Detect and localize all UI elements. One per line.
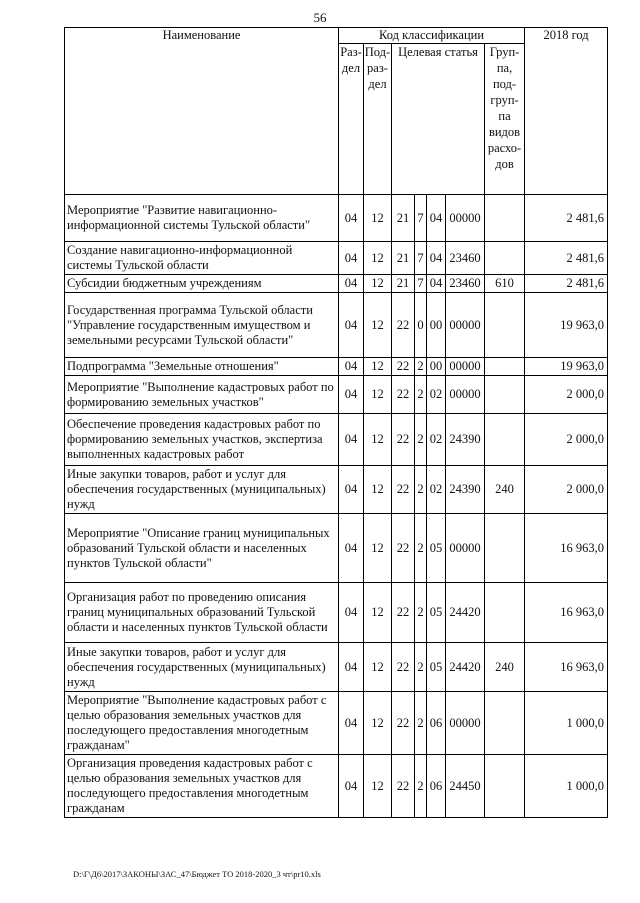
row-target-direction: 00000 (446, 293, 485, 358)
row-amount: 16 963,0 (525, 583, 608, 643)
row-amount: 1 000,0 (525, 692, 608, 755)
row-target-subprogram: 2 (415, 358, 427, 376)
row-target-event: 05 (427, 583, 446, 643)
row-amount: 19 963,0 (525, 358, 608, 376)
row-target-program: 22 (392, 376, 415, 414)
row-amount: 1 000,0 (525, 755, 608, 818)
row-expense-type (485, 755, 525, 818)
row-razdel: 04 (339, 643, 364, 692)
row-name: Мероприятие "Развитие навигационно-информационной системы Тульской области" (65, 195, 339, 242)
row-target-direction: 00000 (446, 514, 485, 583)
row-target-direction: 00000 (446, 195, 485, 242)
row-amount: 2 481,6 (525, 242, 608, 275)
row-target-direction: 24390 (446, 466, 485, 514)
row-amount: 2 481,6 (525, 275, 608, 293)
row-name: Иные закупки товаров, работ и услуг для обеспечения государственных (муниципальных) нужд (65, 466, 339, 514)
row-podrazdel: 12 (364, 242, 392, 275)
row-amount: 16 963,0 (525, 643, 608, 692)
row-expense-type (485, 195, 525, 242)
row-target-direction: 24420 (446, 583, 485, 643)
row-target-subprogram: 2 (415, 466, 427, 514)
row-target-event: 05 (427, 643, 446, 692)
table-body (65, 195, 608, 818)
row-razdel: 04 (339, 414, 364, 466)
row-podrazdel: 12 (364, 376, 392, 414)
row-podrazdel: 12 (364, 195, 392, 242)
row-name: Мероприятие "Описание границ муниципальных образований Тульской области и населенных пунктов Тульской области" (65, 514, 339, 583)
row-razdel: 04 (339, 275, 364, 293)
header-name: Наименование (65, 28, 339, 195)
row-amount: 16 963,0 (525, 514, 608, 583)
table-row (65, 293, 608, 358)
row-expense-type (485, 242, 525, 275)
header-year: 2018 год (525, 28, 608, 195)
row-target-event: 06 (427, 755, 446, 818)
row-target-event: 04 (427, 242, 446, 275)
row-razdel: 04 (339, 692, 364, 755)
row-podrazdel: 12 (364, 514, 392, 583)
row-amount: 2 481,6 (525, 195, 608, 242)
row-target-event: 02 (427, 466, 446, 514)
row-target-subprogram: 2 (415, 755, 427, 818)
row-target-subprogram: 2 (415, 583, 427, 643)
table-row (65, 376, 608, 414)
row-podrazdel: 12 (364, 643, 392, 692)
row-razdel: 04 (339, 755, 364, 818)
row-name: Иные закупки товаров, работ и услуг для обеспечения государственных (муниципальных) нужд (65, 643, 339, 692)
table-row (65, 358, 608, 376)
row-razdel: 04 (339, 583, 364, 643)
row-target-subprogram: 7 (415, 275, 427, 293)
row-podrazdel: 12 (364, 692, 392, 755)
row-target-event: 02 (427, 376, 446, 414)
row-expense-type (485, 293, 525, 358)
row-name: Субсидии бюджетным учреждениям (65, 275, 339, 293)
row-target-program: 22 (392, 293, 415, 358)
table-row (65, 466, 608, 514)
table-row (65, 242, 608, 275)
row-target-event: 00 (427, 358, 446, 376)
row-target-program: 22 (392, 466, 415, 514)
row-razdel: 04 (339, 376, 364, 414)
row-target-program: 21 (392, 275, 415, 293)
row-expense-type (485, 583, 525, 643)
row-podrazdel: 12 (364, 583, 392, 643)
row-expense-type (485, 514, 525, 583)
row-target-event: 06 (427, 692, 446, 755)
row-amount: 2 000,0 (525, 376, 608, 414)
row-razdel: 04 (339, 195, 364, 242)
file-path-footer: D:\Г\Д6\2017\ЗАКОНЫ\ЗАС_47\Бюджет ТО 2018-2020_3 чт\pr10.xls (73, 869, 321, 879)
row-target-subprogram: 0 (415, 293, 427, 358)
row-target-subprogram: 2 (415, 643, 427, 692)
row-name: Создание навигационно-информационной системы Тульской области (65, 242, 339, 275)
row-name: Организация проведения кадастровых работ с целью образования земельных участков для последующего предоставления многодетным гражданам (65, 755, 339, 818)
header-code-group: Код классификации (339, 28, 525, 44)
row-target-program: 21 (392, 242, 415, 275)
row-target-program: 22 (392, 514, 415, 583)
row-target-event: 02 (427, 414, 446, 466)
row-name: Подпрограмма "Земельные отношения" (65, 358, 339, 376)
row-target-program: 22 (392, 414, 415, 466)
budget-table (64, 27, 608, 818)
row-target-direction: 24450 (446, 755, 485, 818)
row-expense-type (485, 414, 525, 466)
row-name: Организация работ по проведению описания границ муниципальных образований Тульской области и населенных пунктов Тульской области (65, 583, 339, 643)
row-amount: 2 000,0 (525, 466, 608, 514)
row-podrazdel: 12 (364, 755, 392, 818)
row-amount: 2 000,0 (525, 414, 608, 466)
row-razdel: 04 (339, 466, 364, 514)
row-target-direction: 00000 (446, 376, 485, 414)
table-row (65, 643, 608, 692)
row-target-event: 04 (427, 195, 446, 242)
row-target-program: 22 (392, 583, 415, 643)
header-podrazdel: Под-раз-дел (364, 44, 392, 195)
row-name: Мероприятие "Выполнение кадастровых работ по формированию земельных участков" (65, 376, 339, 414)
row-target-program: 21 (392, 195, 415, 242)
table-row (65, 692, 608, 755)
row-target-subprogram: 2 (415, 376, 427, 414)
header-vid: Груп-па, под-груп-па видов расхо-дов (485, 44, 525, 195)
row-target-subprogram: 2 (415, 414, 427, 466)
row-target-direction: 23460 (446, 242, 485, 275)
row-razdel: 04 (339, 293, 364, 358)
row-amount: 19 963,0 (525, 293, 608, 358)
row-target-program: 22 (392, 358, 415, 376)
row-target-program: 22 (392, 692, 415, 755)
page-number: 56 (313, 10, 327, 25)
row-target-program: 22 (392, 755, 415, 818)
row-target-event: 05 (427, 514, 446, 583)
row-expense-type (485, 358, 525, 376)
row-expense-type: 610 (485, 275, 525, 293)
row-razdel: 04 (339, 514, 364, 583)
row-target-direction: 00000 (446, 692, 485, 755)
row-razdel: 04 (339, 242, 364, 275)
table-row (65, 514, 608, 583)
row-podrazdel: 12 (364, 293, 392, 358)
row-expense-type: 240 (485, 466, 525, 514)
row-target-direction: 23460 (446, 275, 485, 293)
table-row (65, 583, 608, 643)
row-name: Обеспечение проведения кадастровых работ по формированию земельных участков, экспертиза выполненных кадастровых работ (65, 414, 339, 466)
table-row (65, 755, 608, 818)
row-target-direction: 00000 (446, 358, 485, 376)
row-expense-type: 240 (485, 643, 525, 692)
row-target-subprogram: 7 (415, 195, 427, 242)
row-podrazdel: 12 (364, 466, 392, 514)
row-target-event: 04 (427, 275, 446, 293)
row-target-subprogram: 2 (415, 692, 427, 755)
header-target: Целевая статья (392, 44, 485, 195)
header-razdel: Раз-дел (339, 44, 364, 195)
row-target-program: 22 (392, 643, 415, 692)
row-podrazdel: 12 (364, 358, 392, 376)
row-target-event: 00 (427, 293, 446, 358)
row-expense-type (485, 376, 525, 414)
row-razdel: 04 (339, 358, 364, 376)
row-name: Государственная программа Тульской области "Управление государственным имуществом и земельными ресурсами Тульской области" (65, 293, 339, 358)
table-row (65, 275, 608, 293)
row-podrazdel: 12 (364, 414, 392, 466)
row-target-subprogram: 2 (415, 514, 427, 583)
row-name: Мероприятие "Выполнение кадастровых работ с целью образования земельных участков для последующего предоставления многодетным гражданам" (65, 692, 339, 755)
row-target-subprogram: 7 (415, 242, 427, 275)
table-row (65, 195, 608, 242)
row-target-direction: 24420 (446, 643, 485, 692)
table-row (65, 414, 608, 466)
row-expense-type (485, 692, 525, 755)
row-target-direction: 24390 (446, 414, 485, 466)
row-podrazdel: 12 (364, 275, 392, 293)
